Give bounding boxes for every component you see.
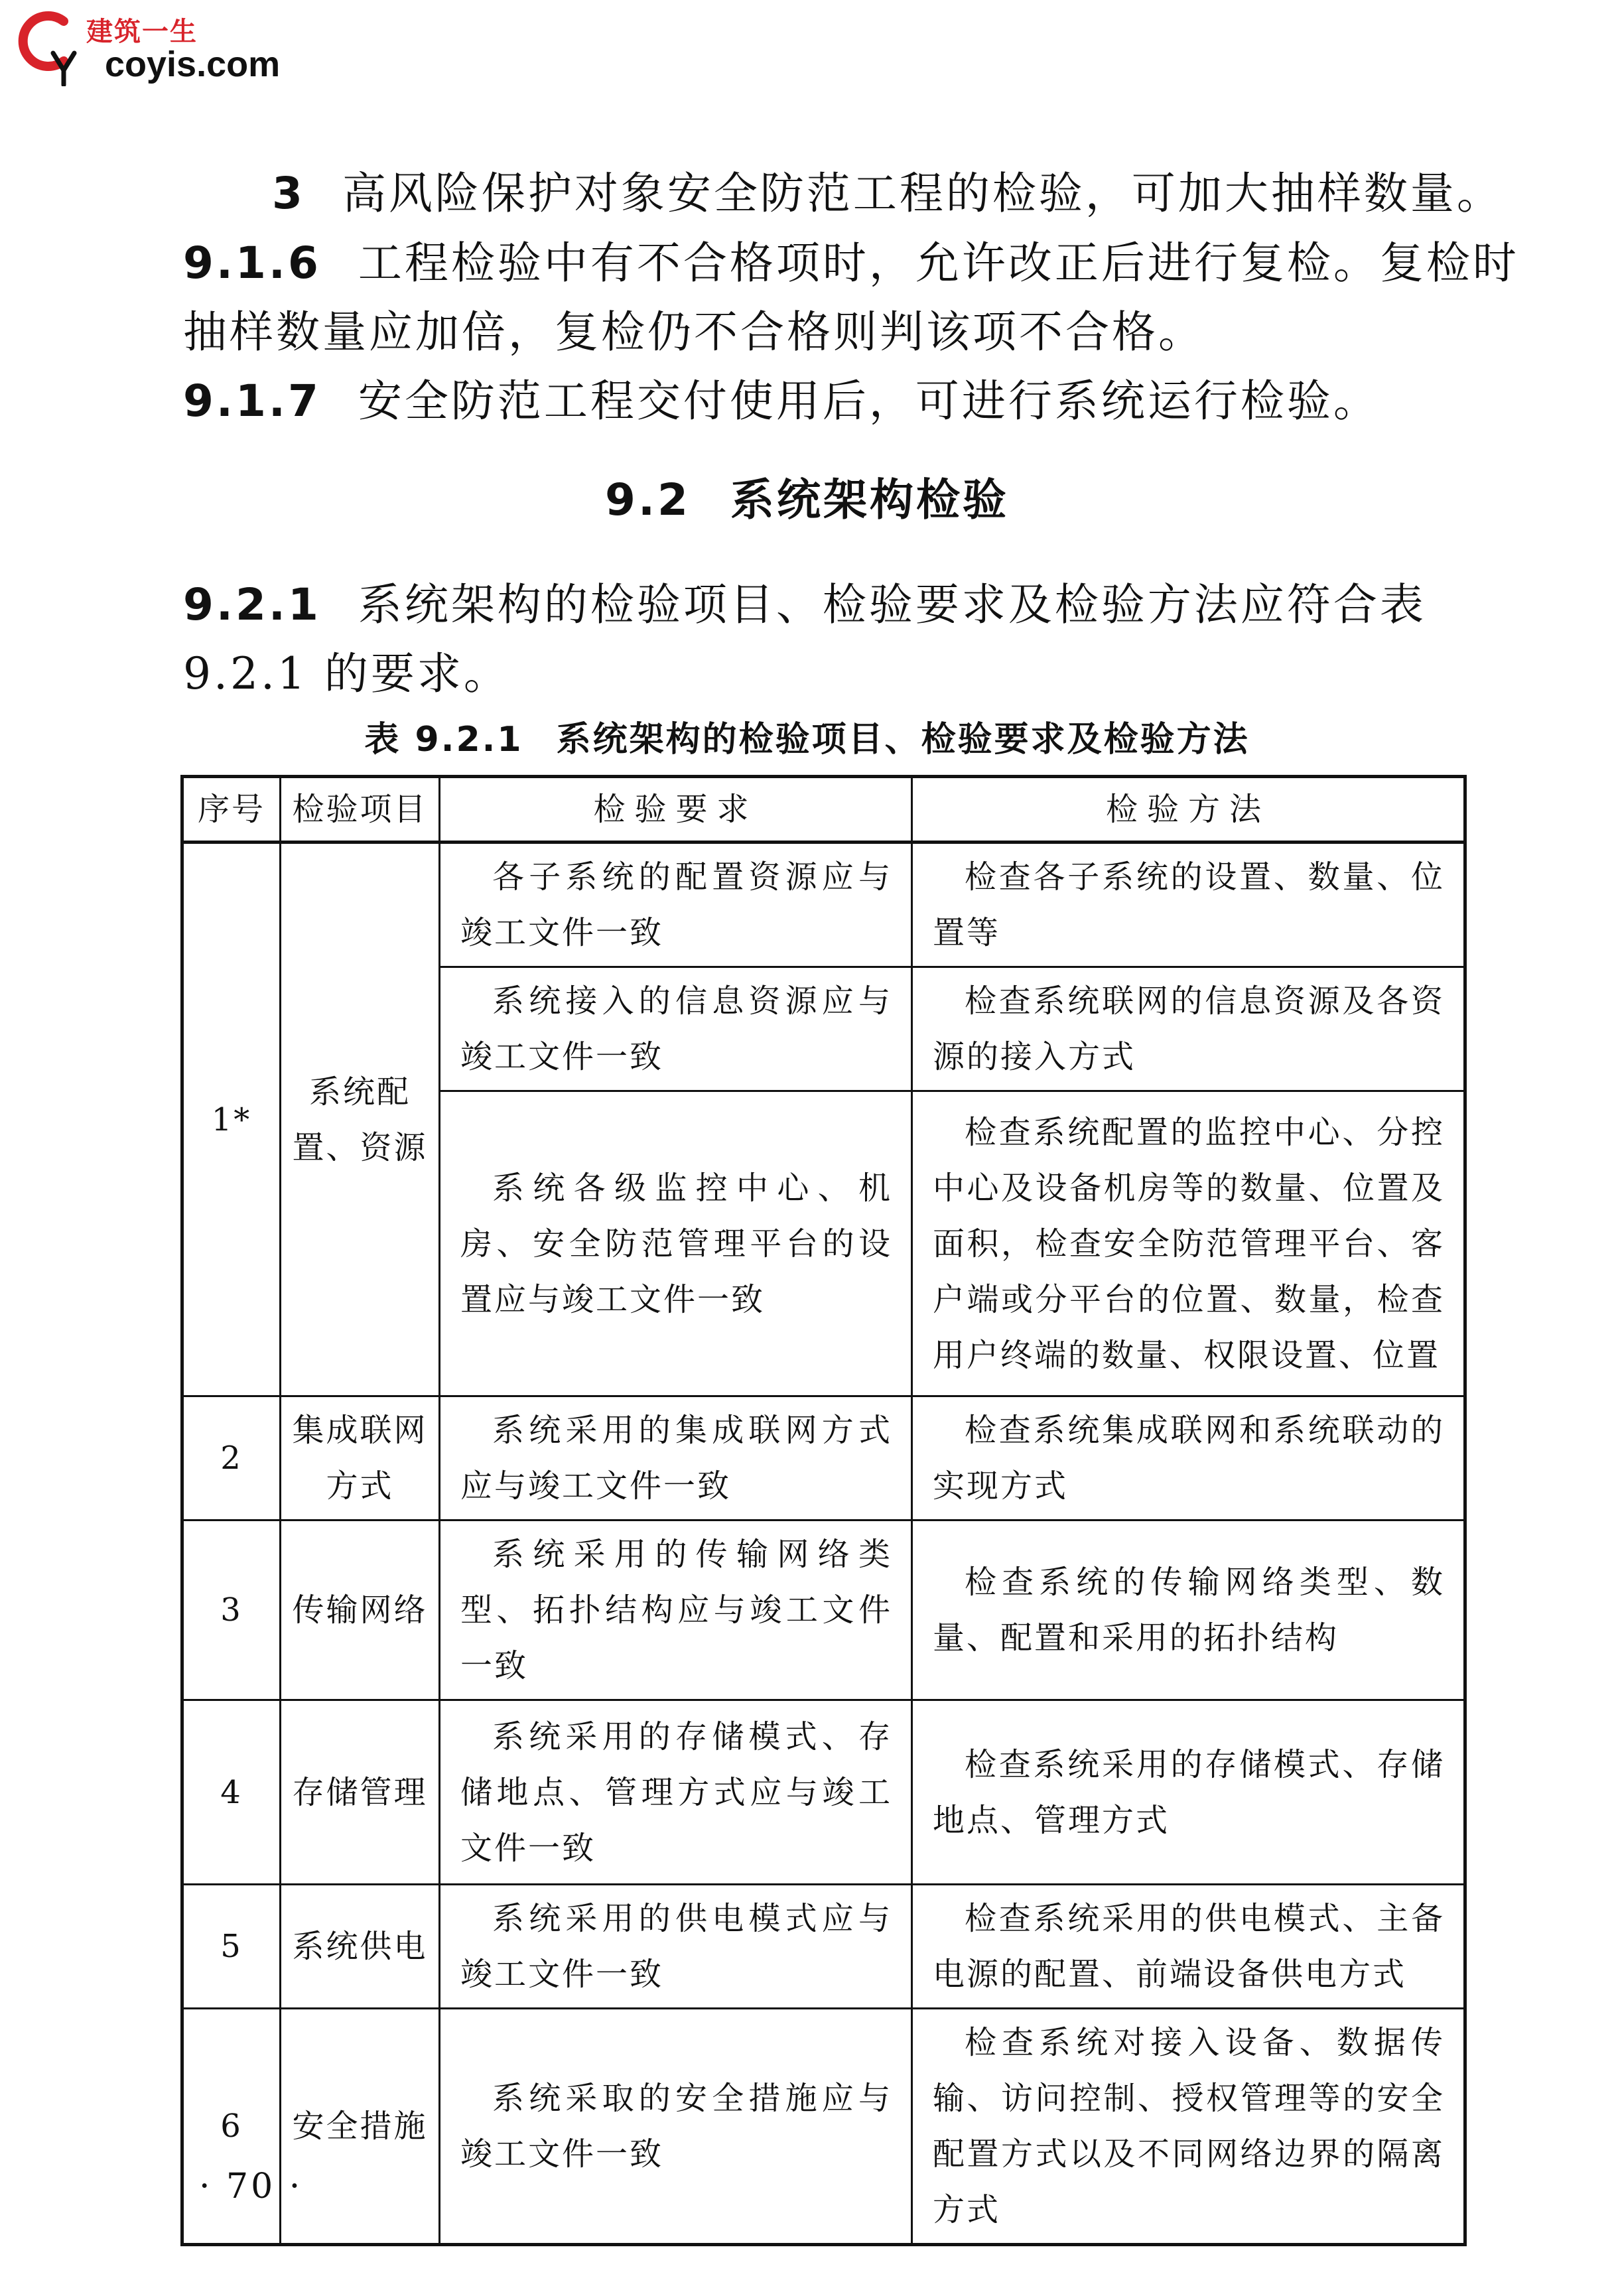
cell-item: 系统供电	[281, 1885, 440, 2009]
cell-requirement: 系统采用的传输网络类型、拓扑结构应与竣工文件一致	[440, 1520, 912, 1700]
cell-method: 检查各子系统的设置、数量、位置等	[912, 843, 1465, 967]
header-requirement: 检验要求	[440, 777, 912, 843]
section-title: 系统架构检验	[730, 474, 1009, 525]
header-no: 序号	[182, 777, 281, 843]
paragraph-9-2-1-cont	[183, 640, 1463, 709]
cell-requirement: 系统采用的供电模式应与竣工文件一致	[440, 1885, 912, 2009]
cell-requirement: 系统采用的集成联网方式应与竣工文件一致	[440, 1396, 912, 1520]
paragraph-line: 抽样数量应加倍，复检仍不合格则判该项不合格。	[183, 306, 1205, 358]
paragraph-9-1-6	[183, 229, 1519, 298]
watermark-name: 建筑一生	[86, 17, 198, 47]
cell-item: 传输网络	[281, 1520, 440, 1700]
cell-item: 安全措施	[281, 2009, 440, 2245]
cell-requirement: 系统采取的安全措施应与竣工文件一致	[440, 2009, 912, 2245]
table-row	[182, 843, 1465, 967]
section-number: 9.2	[605, 474, 691, 525]
table-row	[182, 1396, 1465, 1520]
clause-number: 9.1.6	[183, 237, 321, 289]
clause-number: 9.1.7	[183, 375, 321, 427]
cell-no: 1*	[182, 843, 281, 1396]
table-header-row	[182, 777, 1465, 843]
cell-method: 检查系统对接入设备、数据传输、访问控制、授权管理等的安全配置方式以及不同网络边界的隔离方式	[912, 2009, 1465, 2245]
table-row	[182, 2009, 1465, 2245]
paragraph-line: 工程检验中有不合格项时，允许改正后进行复检。复检时	[358, 237, 1519, 289]
cell-method: 检查系统配置的监控中心、分控中心及设备机房等的数量、位置及面积，检查安全防范管理平台、客户端或分平台的位置、数量，检查用户终端的数量、权限设置、位置	[912, 1091, 1465, 1396]
cell-method: 检查系统的传输网络类型、数量、配置和采用的拓扑结构	[912, 1520, 1465, 1700]
cell-no: 3	[182, 1520, 281, 1700]
paragraph-line: 9.2.1 的要求。	[183, 648, 510, 699]
cell-no: 5	[182, 1885, 281, 2009]
cell-no: 4	[182, 1700, 281, 1885]
cell-method: 检查系统采用的存储模式、存储地点、管理方式	[912, 1700, 1465, 1885]
cell-item: 系统配置、资源	[281, 843, 440, 1396]
clause-number: 9.2.1	[183, 579, 321, 630]
page-number: · 70 ·	[199, 2167, 303, 2206]
header-method: 检验方法	[912, 777, 1465, 843]
clause-number: 3	[272, 168, 305, 219]
cell-no: 6	[182, 2009, 281, 2245]
paragraph-line: 高风险保护对象安全防范工程的检验，可加大抽样数量。	[342, 168, 1503, 219]
inspection-table	[180, 775, 1467, 2246]
cell-method: 检查系统集成联网和系统联动的实现方式	[912, 1396, 1465, 1520]
paragraph-line: 系统架构的检验项目、检验要求及检验方法应符合表	[358, 579, 1426, 630]
paragraph-line: 安全防范工程交付使用后，可进行系统运行检验。	[358, 375, 1380, 427]
section-heading	[0, 464, 1614, 527]
watermark-url: coyis.com	[105, 44, 281, 84]
cell-requirement: 系统接入的信息资源应与竣工文件一致	[440, 967, 912, 1091]
paragraph-9-1-6-cont	[183, 298, 1463, 367]
table-number: 表 9.2.1	[364, 720, 523, 760]
table-row	[182, 1700, 1465, 1885]
cell-method: 检查系统采用的供电模式、主备电源的配置、前端设备供电方式	[912, 1885, 1465, 2009]
paragraph-item-3	[272, 159, 1552, 228]
table-row	[182, 1520, 1465, 1700]
cy-logo-icon	[12, 7, 85, 86]
cell-requirement: 系统各级监控中心、机房、安全防范管理平台的设置应与竣工文件一致	[440, 1091, 912, 1396]
cell-method: 检查系统联网的信息资源及各资源的接入方式	[912, 967, 1465, 1091]
cell-item: 集成联网方式	[281, 1396, 440, 1520]
cell-item: 存储管理	[281, 1700, 440, 1885]
header-item: 检验项目	[281, 777, 440, 843]
table-row	[182, 1885, 1465, 2009]
paragraph-9-1-7	[183, 367, 1463, 436]
cell-requirement: 系统采用的存储模式、存储地点、管理方式应与竣工文件一致	[440, 1700, 912, 1885]
cell-no: 2	[182, 1396, 281, 1520]
paragraph-9-2-1	[183, 571, 1463, 640]
cell-requirement: 各子系统的配置资源应与竣工文件一致	[440, 843, 912, 967]
table-title: 系统架构的检验项目、检验要求及检验方法	[556, 720, 1250, 760]
watermark-logo	[12, 7, 297, 86]
table-caption	[0, 711, 1614, 761]
